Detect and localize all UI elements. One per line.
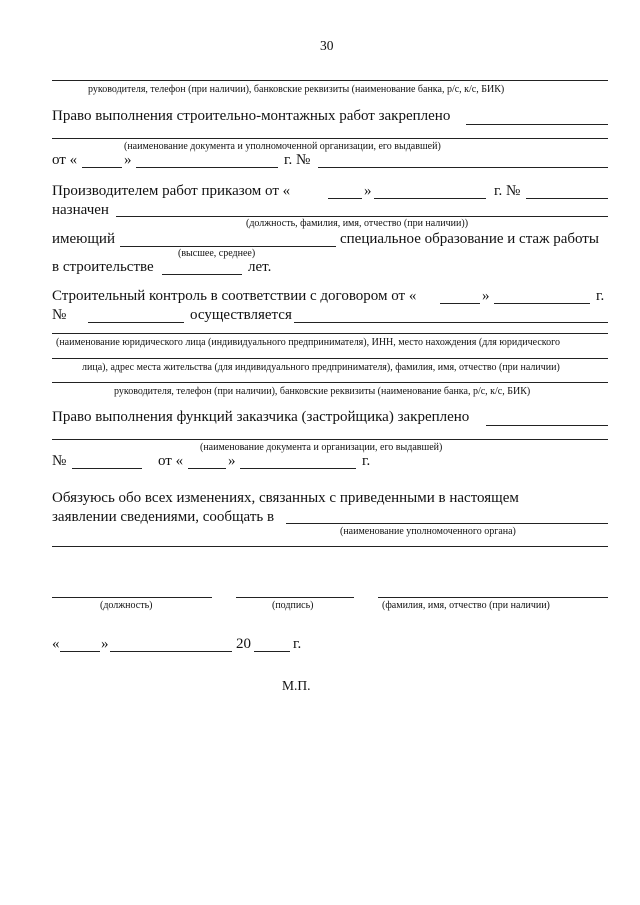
education-field[interactable] [120,246,336,247]
date-open-quote: « [52,636,60,652]
customer-date-suffix: » [228,453,236,469]
control-hint-1: (наименование юридического лица (индивидуального предпринимателя), ИНН, место нахождения (для юридического [56,337,560,348]
construction-rights-hint: (наименование документа и уполномоченной организации, его выдавшей) [124,141,441,152]
construction-rights-field-2[interactable] [52,138,608,139]
control-hint-3: руководителя, телефон (при наличии), банковские реквизиты (наименование банка, р/с, к/с, БИК) [114,386,531,397]
stamp-place: М.П. [282,678,311,693]
control-quote: » [482,288,490,304]
works-manager-date-month[interactable] [374,198,486,199]
control-org-line-3[interactable] [52,382,608,383]
construction-rights-label: Право выполнения строительно-монтажных работ закреплено [52,108,451,124]
construction-date-suffix: » [124,152,132,168]
construction-date-month[interactable] [136,167,278,168]
education-hint: (высшее, среднее) [178,248,256,259]
years-label: лет. [248,259,272,275]
date-close-quote: » [101,636,109,652]
customer-rights-label: Право выполнения функций заказчика (застройщика) закреплено [52,409,470,425]
full-name-field[interactable] [378,597,608,598]
customer-number-field[interactable] [72,468,142,469]
education-text: специальное образование и стаж работы [340,231,599,247]
authority-field-2[interactable] [52,546,608,547]
works-manager-year-no: г. № [494,183,521,199]
control-org-line-1[interactable] [52,333,608,334]
control-hint-2: лица), адрес места жительства (для индивидуального предпринимателя), фамилия, имя, отчество (при наличии) [82,362,560,373]
appointed-label: назначен [52,202,109,218]
performed-label: осуществляется [190,307,292,323]
construction-date-prefix: от « [52,152,78,168]
having-label: имеющий [52,231,115,247]
signature-field[interactable] [236,597,354,598]
position-signature-field[interactable] [52,597,212,598]
customer-date-prefix: от « [158,453,184,469]
position-hint: (должность, фамилия, имя, отчество (при наличии)) [246,218,469,229]
date-year-field[interactable] [254,651,290,652]
position-caption: (должность) [100,600,153,611]
date-year-suffix: г. [293,636,302,652]
signature-caption: (подпись) [272,600,314,611]
works-manager-number-field[interactable] [526,198,608,199]
customer-date-month[interactable] [240,468,356,469]
control-number-field[interactable] [88,322,184,323]
customer-rights-hint: (наименование документа и организации, его выдавшей) [200,442,443,453]
customer-year: г. [362,453,371,469]
in-construction-label: в строительстве [52,259,154,275]
control-date-month[interactable] [494,303,590,304]
page-number: 30 [320,38,334,53]
works-manager-quote: » [364,183,372,199]
date-day-field[interactable] [60,651,100,652]
bank-details-hint: руководителя, телефон (при наличии), банковские реквизиты (наименование банка, р/с, к/с, БИК) [88,84,505,95]
control-number-sign: № [52,307,67,323]
construction-date-day[interactable] [82,167,122,168]
obligation-line-1: Обязуюсь обо всех изменениях, связанных с приведенными в настоящем [52,490,519,506]
works-manager-date-day[interactable] [328,198,362,199]
control-year: г. [596,288,605,304]
customer-rights-field-2[interactable] [52,439,608,440]
performed-field[interactable] [294,322,608,323]
control-org-line-2[interactable] [52,358,608,359]
date-month-field[interactable] [110,651,232,652]
works-manager-label: Производителем работ приказом от « [52,183,291,199]
customer-date-day[interactable] [188,468,226,469]
bank-details-line[interactable] [52,80,608,81]
construction-control-label: Строительный контроль в соответствии с договором от « [52,288,417,304]
authority-field[interactable] [286,523,608,524]
appointed-field[interactable] [116,216,608,217]
construction-year-no: г. № [284,152,311,168]
authority-hint: (наименование уполномоченного органа) [340,526,516,537]
control-date-day[interactable] [440,303,480,304]
date-year-prefix: 20 [236,636,251,652]
experience-years-field[interactable] [162,274,242,275]
full-name-caption: (фамилия, имя, отчество (при наличии) [382,600,550,611]
customer-number-sign: № [52,453,67,469]
construction-rights-field[interactable] [466,124,608,125]
customer-rights-field[interactable] [486,425,608,426]
obligation-line-2: заявлении сведениями, сообщать в [52,509,275,525]
construction-number-field[interactable] [318,167,608,168]
